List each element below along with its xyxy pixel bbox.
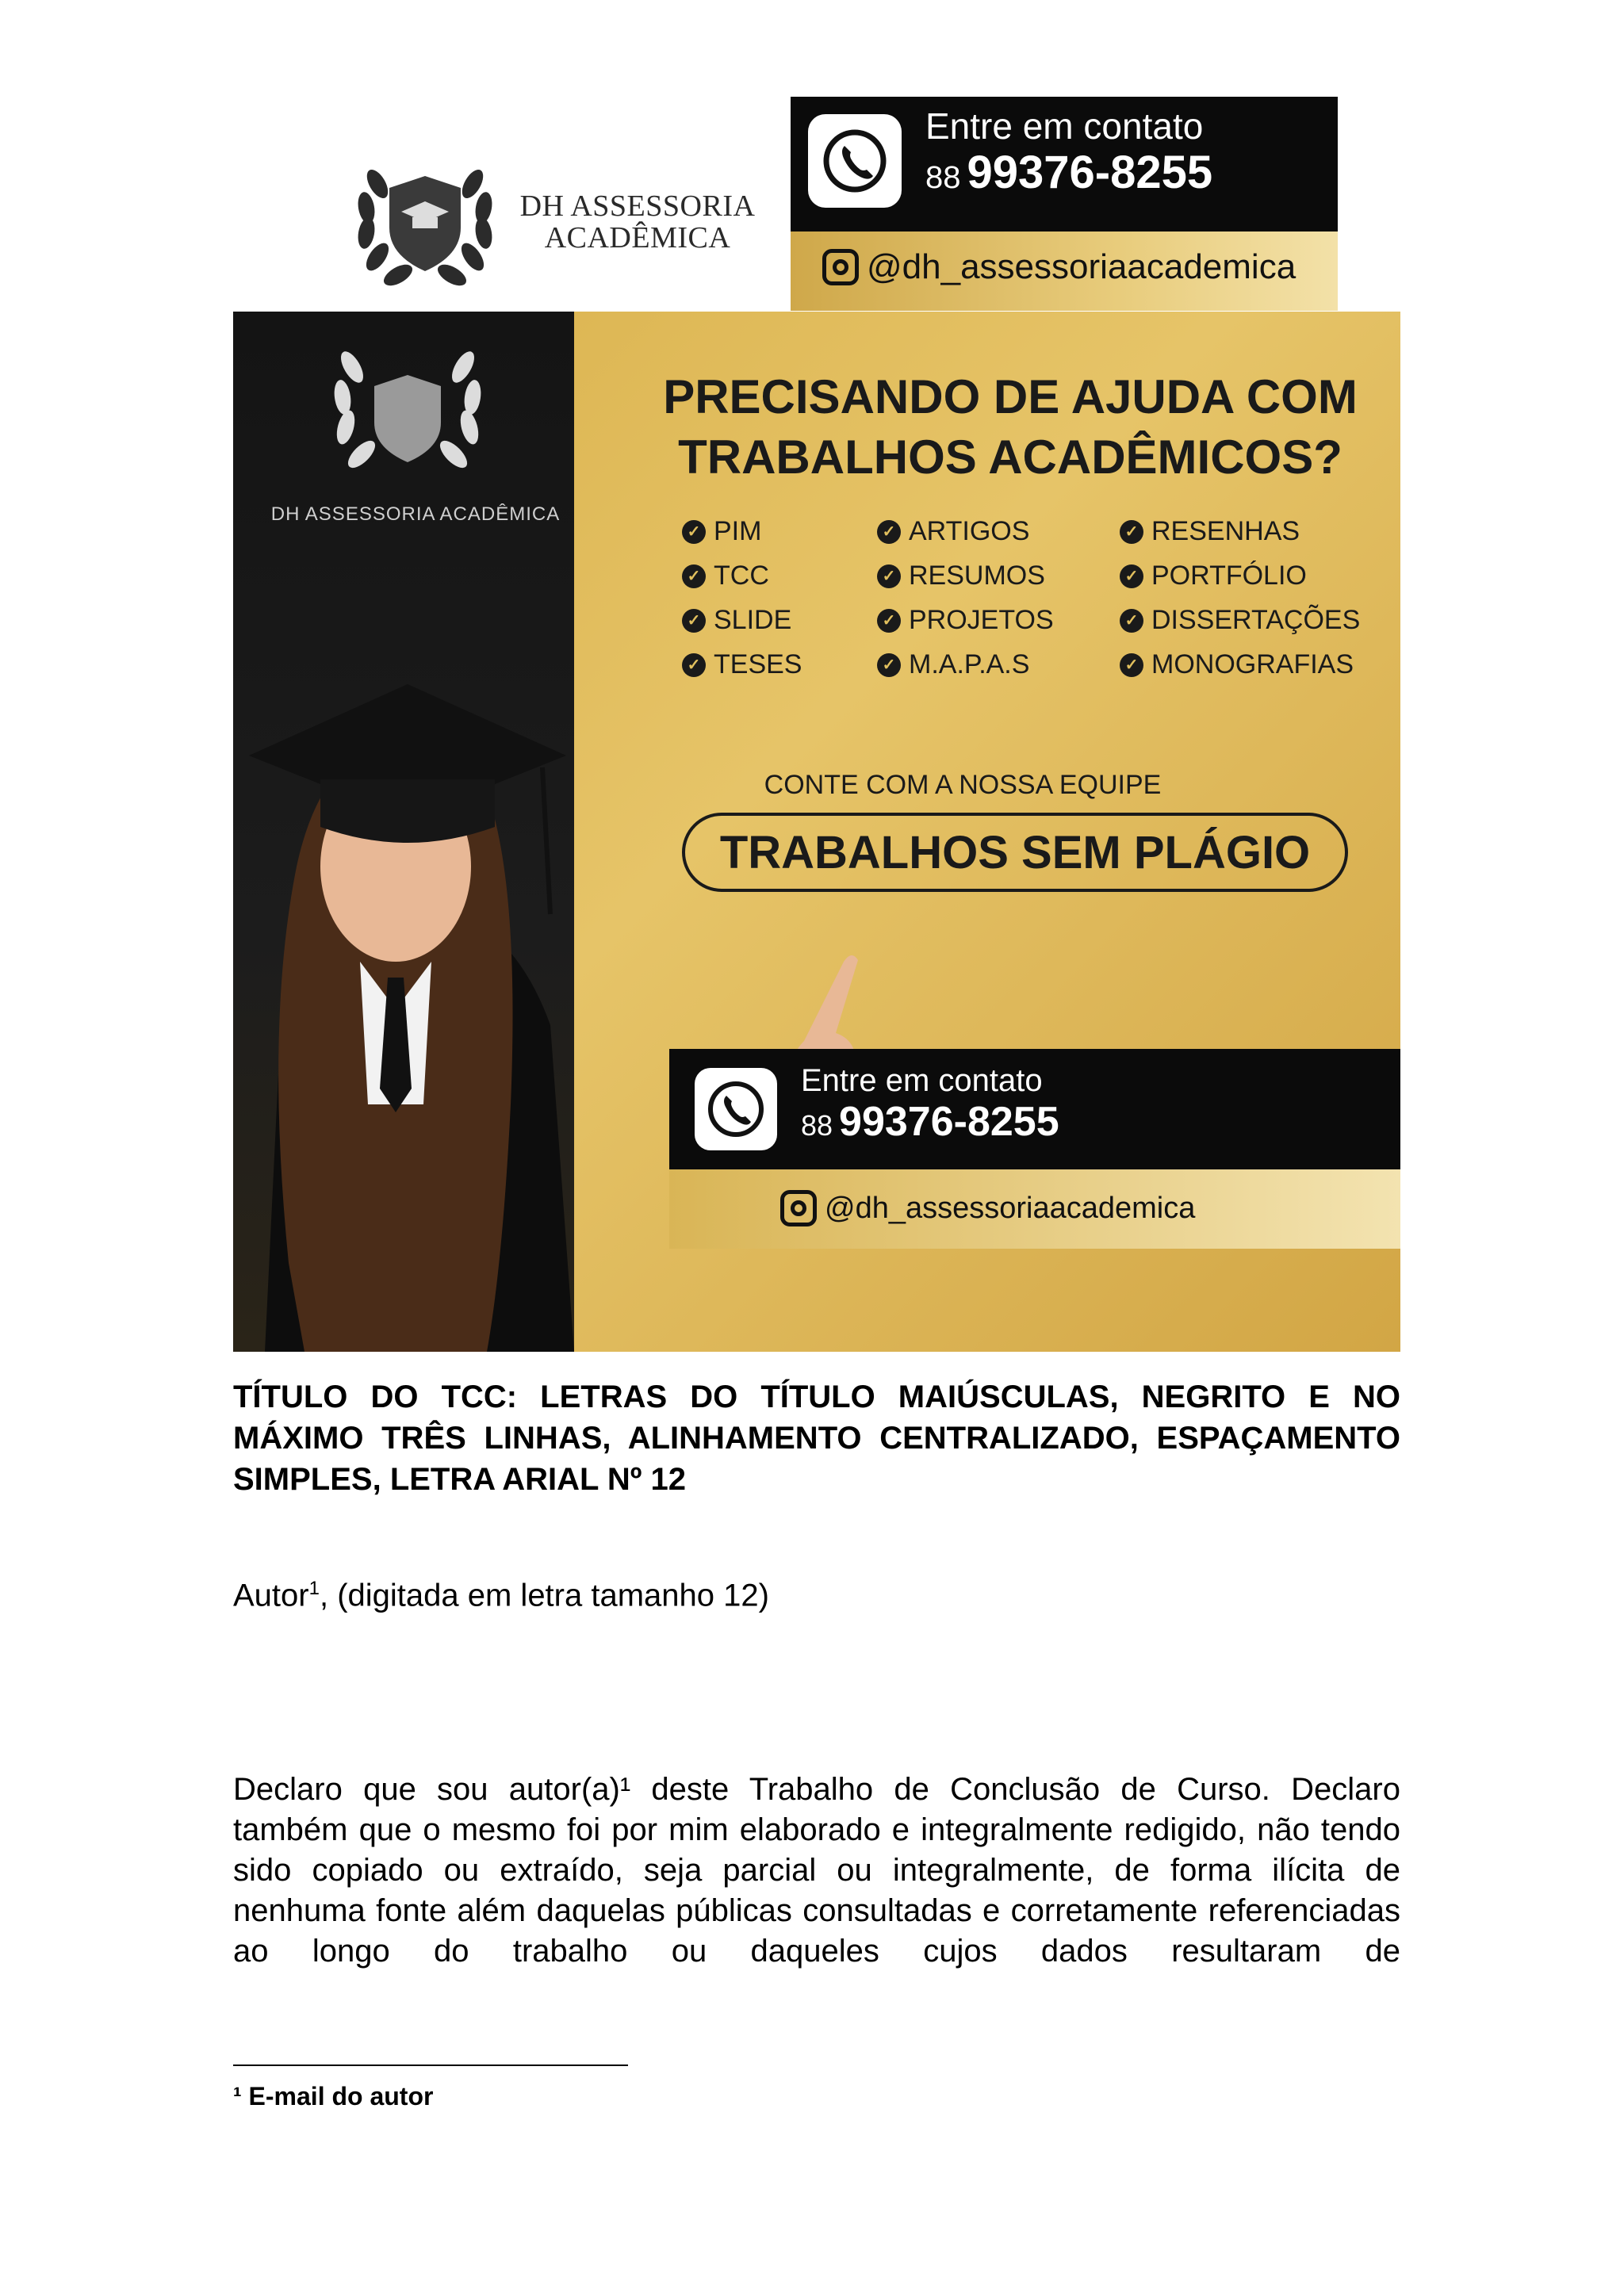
check-icon: ✓ [877, 609, 901, 633]
header-instagram-bar [791, 232, 1338, 311]
banner-laurel-icon [332, 348, 483, 473]
instagram-icon [822, 249, 859, 285]
check-icon: ✓ [682, 564, 706, 588]
banner-phone-prefix: 88 [801, 1109, 833, 1142]
header-phone-digits: 99376-8255 [967, 147, 1213, 198]
check-icon: ✓ [682, 653, 706, 677]
banner-tagline: CONTE COM A NOSSA EQUIPE [764, 770, 1162, 800]
banner-phone-number [801, 1098, 1059, 1146]
footnote: ¹ E-mail do autor [233, 2082, 434, 2110]
header-instagram-text: @dh_assessoriaacademica [867, 247, 1297, 286]
banner-contact-label: Entre em contato [801, 1063, 1043, 1098]
service-item: ✓ TCC [682, 561, 769, 591]
header-contact-label: Entre em contato [925, 105, 1204, 147]
check-icon: ✓ [877, 653, 901, 677]
banner-logo-text: DH ASSESSORIA ACADÊMICA [270, 503, 561, 525]
service-item: ✓ PROJETOS [877, 605, 1054, 636]
header-logo [346, 152, 758, 295]
header-contact-card [791, 97, 1338, 311]
check-icon: ✓ [1120, 520, 1143, 544]
author-footnote-ref: 1 [308, 1578, 320, 1599]
service-item: ✓ M.A.P.A.S [877, 649, 1029, 680]
tcc-title: TÍTULO DO TCC: LETRAS DO TÍTULO MAIÚSCULAS, NEGRITO E NO MÁXIMO TRÊS LINHAS, ALINHAMENTO CENTRALIZADO, ESPAÇAMENTO SIMPLES, LETRA ARIAL Nº 12 [233, 1380, 1400, 1497]
header-instagram-handle [822, 247, 1296, 287]
instagram-icon [780, 1190, 817, 1226]
service-item: ✓ PORTFÓLIO [1120, 561, 1307, 591]
check-icon: ✓ [1120, 609, 1143, 633]
service-item: ✓ DISSERTAÇÕES [1120, 605, 1360, 636]
check-icon: ✓ [1120, 653, 1143, 677]
author-line [233, 1578, 769, 1613]
banner-headline [630, 367, 1391, 488]
service-item: ✓ RESUMOS [877, 561, 1045, 591]
service-item: ✓ SLIDE [682, 605, 791, 636]
header-phone-number [925, 146, 1212, 199]
service-item: ✓ RESENHAS [1120, 516, 1300, 547]
declaration-paragraph: Declaro que sou autor(a)¹ deste Trabalho de Conclusão de Curso. Declaro também que o mesmo foi por mim elaborado e integralmente redigido, não tendo sido copiado ou extraído, seja parcial ou integralmente, de forma ilícita de nenhuma fonte além daquelas públicas consultadas e corretamente referenciadas ao longo do trabalho ou daqueles cujos dados resultaram de [233, 1772, 1400, 1969]
check-icon: ✓ [877, 520, 901, 544]
header-logo-line1: DH ASSESSORIA [519, 189, 756, 223]
graduate-figure [233, 312, 574, 1352]
banner-instagram-handle [780, 1190, 1195, 1226]
banner-instagram-text: @dh_assessoriaacademica [825, 1191, 1196, 1225]
banner-contact-bar [669, 1049, 1400, 1169]
banner-plagio-pill: TRABALHOS SEM PLÁGIO [682, 813, 1348, 892]
author-name: Autor [233, 1578, 309, 1613]
laurel-shield-icon [346, 152, 504, 295]
check-icon: ✓ [682, 520, 706, 544]
header-phone-prefix: 88 [925, 160, 961, 195]
banner-headline-line2: TRABALHOS ACADÊMICOS? [678, 430, 1342, 484]
check-icon: ✓ [1120, 564, 1143, 588]
author-note: , (digitada em letra tamanho 12) [319, 1578, 769, 1613]
banner-photo-panel [233, 312, 574, 1352]
banner-phone-digits: 99376-8255 [839, 1099, 1059, 1145]
service-item: ✓ ARTIGOS [877, 516, 1029, 547]
phone-icon [695, 1068, 777, 1150]
footnote-divider [233, 2064, 628, 2066]
service-item: ✓ TESES [682, 649, 802, 680]
service-item: ✓ MONOGRAFIAS [1120, 649, 1354, 680]
header-logo-text [519, 190, 756, 254]
header-logo-line2: ACADÊMICA [544, 221, 731, 254]
banner-instagram-bar [669, 1169, 1400, 1249]
banner-headline-line1: PRECISANDO DE AJUDA COM [663, 370, 1358, 423]
header-contact-top [791, 97, 1338, 232]
promo-banner [233, 312, 1400, 1352]
check-icon: ✓ [877, 564, 901, 588]
service-item: ✓ PIM [682, 516, 761, 547]
check-icon: ✓ [682, 609, 706, 633]
phone-icon [808, 114, 902, 208]
